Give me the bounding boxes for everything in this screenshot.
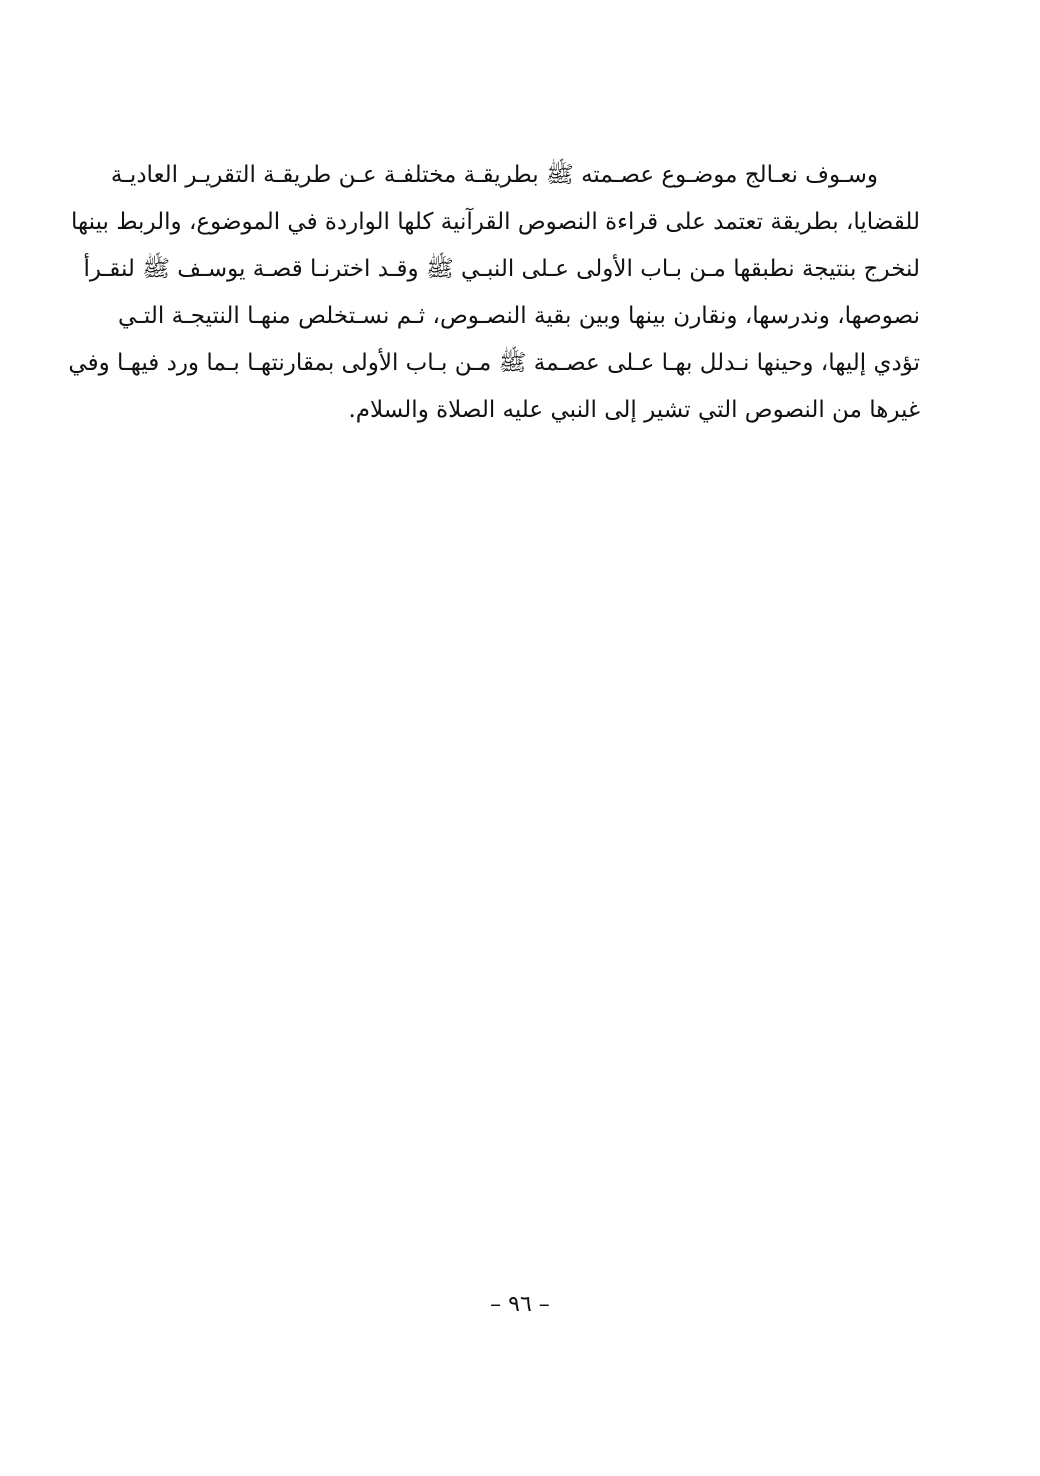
paragraph-line: تؤدي إليها، وحينها نـدلل بهـا عـلى عصـمة ﷺ مـن بـاب الأولى بمقارنتهـا بـما ورد فيهـا وفي xyxy=(68,350,920,376)
paragraph-line: لنخرج بنتيجة نطبقها مـن بـاب الأولى عـلى النبـي ﷺ وقـد اخترنـا قصـة يوسـف ﷺ لنقـرأ xyxy=(83,256,920,282)
paragraph-line: غيرها من النصوص التي تشير إلى النبي عليه الصلاة والسلام. xyxy=(348,397,920,423)
paragraph-line: نصوصها، وندرسها، ونقارن بينها وبين بقية النصـوص، ثـم نسـتخلص منهـا النتيجـة التـي xyxy=(118,303,920,329)
paragraph-line: وسـوف نعـالج موضـوع عصـمته ﷺ بطريقـة مختلفـة عـن طريقـة التقريـر العاديـة xyxy=(110,162,878,188)
paragraph-line: للقضايا، بطريقة تعتمد على قراءة النصوص القرآنية كلها الواردة في الموضوع، والربط بينها xyxy=(71,209,920,235)
body-paragraph xyxy=(68,152,920,434)
page-number: – ٩٦ – xyxy=(490,1292,550,1317)
